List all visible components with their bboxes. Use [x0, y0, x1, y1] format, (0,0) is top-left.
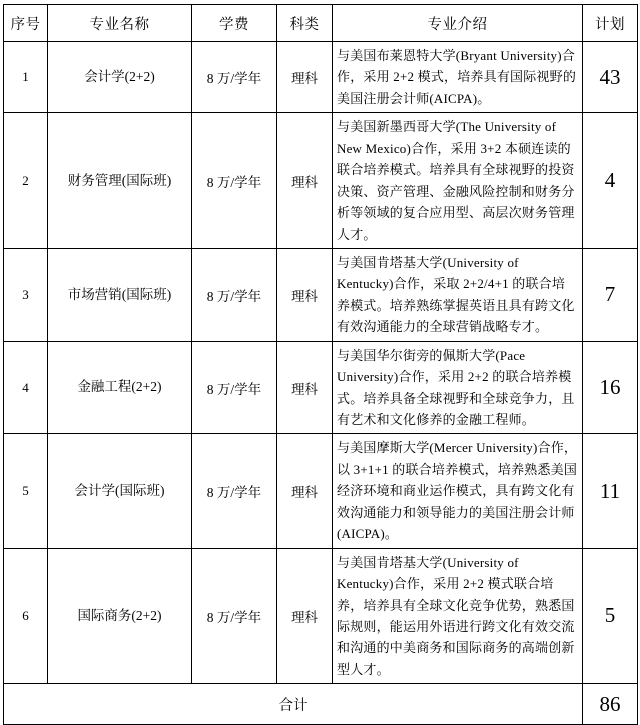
cell-plan: 4 — [583, 113, 638, 249]
cell-seq: 1 — [4, 42, 48, 113]
table-body — [4, 42, 638, 725]
cell-intro: 与美国肯塔基大学(University of Kentucky)合作，采取 2+2/4+1 的联合培养模式。培养熟练掌握英语且具有跨文化有效沟通能力的全球营销战略专才。 — [333, 248, 583, 341]
majors-table — [3, 4, 638, 725]
cell-plan: 5 — [583, 548, 638, 684]
cell-intro: 与美国新墨西哥大学(The University of New Mexico)合作，采用 3+2 本硕连读的联合培养模式。培养具有全球视野的投资决策、资产管理、金融风险控制和财务分析等领域的复合应用型、高层次财务管理人才。 — [333, 113, 583, 249]
table-header — [4, 5, 638, 42]
cell-seq: 3 — [4, 248, 48, 341]
table-row — [4, 548, 638, 684]
table-row — [4, 42, 638, 113]
cell-plan: 43 — [583, 42, 638, 113]
column-header-type: 科类 — [277, 5, 333, 42]
cell-type: 理科 — [277, 42, 333, 113]
table-total-row — [4, 684, 638, 725]
cell-fee: 8 万/学年 — [192, 341, 277, 434]
cell-major-name: 市场营销(国际班) — [48, 248, 192, 341]
table-row — [4, 248, 638, 341]
cell-plan: 11 — [583, 434, 638, 548]
cell-plan: 7 — [583, 248, 638, 341]
cell-seq: 6 — [4, 548, 48, 684]
column-header-intro: 专业介绍 — [333, 5, 583, 42]
cell-major-name: 财务管理(国际班) — [48, 113, 192, 249]
total-label: 合计 — [4, 684, 583, 725]
cell-seq: 5 — [4, 434, 48, 548]
cell-fee: 8 万/学年 — [192, 248, 277, 341]
column-header-seq: 序号 — [4, 5, 48, 42]
cell-fee: 8 万/学年 — [192, 42, 277, 113]
cell-major-name: 会计学(2+2) — [48, 42, 192, 113]
cell-type: 理科 — [277, 248, 333, 341]
cell-major-name: 金融工程(2+2) — [48, 341, 192, 434]
cell-type: 理科 — [277, 341, 333, 434]
table-header-row — [4, 5, 638, 42]
table-row — [4, 341, 638, 434]
column-header-fee: 学费 — [192, 5, 277, 42]
cell-seq: 2 — [4, 113, 48, 249]
table-row — [4, 434, 638, 548]
cell-fee: 8 万/学年 — [192, 113, 277, 249]
total-value: 86 — [583, 684, 638, 725]
cell-major-name: 国际商务(2+2) — [48, 548, 192, 684]
cell-type: 理科 — [277, 548, 333, 684]
cell-type: 理科 — [277, 113, 333, 249]
column-header-plan: 计划 — [583, 5, 638, 42]
table-row — [4, 113, 638, 249]
cell-intro: 与美国肯塔基大学(University of Kentucky)合作，采用 2+2 模式联合培养，培养具有全球文化竞争优势，熟悉国际规则，能运用外语进行跨文化有效交流和沟通的中美商务和国际商务的高端创新型人才。 — [333, 548, 583, 684]
cell-type: 理科 — [277, 434, 333, 548]
cell-intro: 与美国华尔街旁的佩斯大学(Pace University)合作，采用 2+2 的联合培养模式。培养具备全球视野和全球竞争力，且有艺术和文化修养的金融工程师。 — [333, 341, 583, 434]
cell-seq: 4 — [4, 341, 48, 434]
cell-fee: 8 万/学年 — [192, 434, 277, 548]
cell-plan: 16 — [583, 341, 638, 434]
cell-intro: 与美国摩斯大学(Mercer University)合作，以 3+1+1 的联合培养模式，培养熟悉美国经济环境和商业运作模式，具有跨文化有效沟通能力和领导能力的美国注册会计师(AICPA)。 — [333, 434, 583, 548]
cell-intro: 与美国布莱恩特大学(Bryant University)合作，采用 2+2 模式，培养具有国际视野的美国注册会计师(AICPA)。 — [333, 42, 583, 113]
column-header-name: 专业名称 — [48, 5, 192, 42]
cell-major-name: 会计学(国际班) — [48, 434, 192, 548]
cell-fee: 8 万/学年 — [192, 548, 277, 684]
